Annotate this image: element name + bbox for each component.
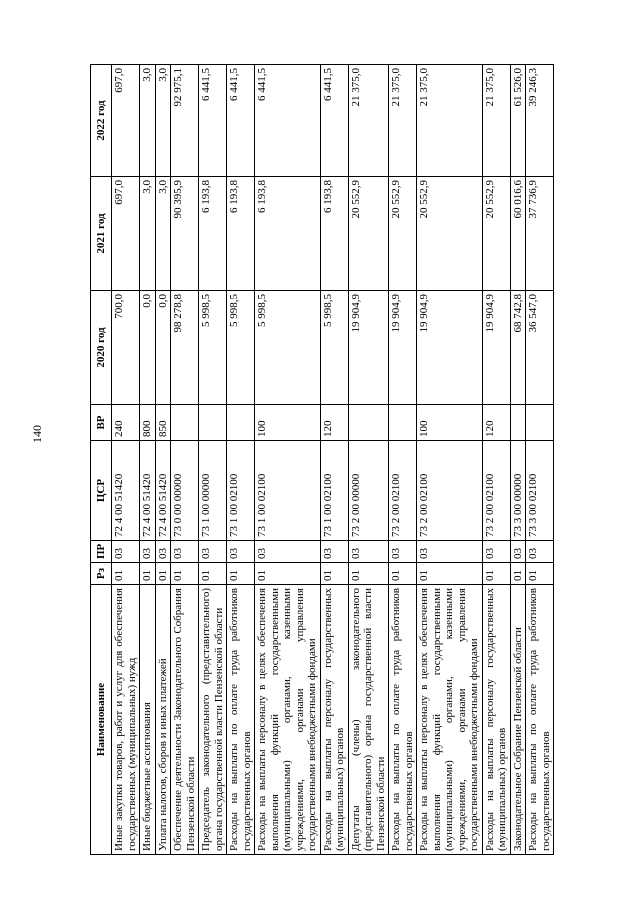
cell-vr xyxy=(227,405,255,441)
cell-2020: 5 998,5 xyxy=(255,291,321,405)
cell-2021: 6 193,8 xyxy=(227,177,255,291)
cell-name: Расходы на выплаты персоналу в целях обеспечения выполнения функций государственными (муниципальными) органами, казенными учреждениями, органами управления государственными внебюджетными фондами xyxy=(417,585,483,855)
cell-pr: 03 xyxy=(171,541,199,563)
header-2022: 2022 год xyxy=(91,65,112,177)
cell-pr: 03 xyxy=(417,541,483,563)
cell-2022: 92 975,1 xyxy=(171,65,199,177)
cell-pr: 03 xyxy=(155,541,171,563)
cell-2020: 68 742,8 xyxy=(510,291,526,405)
header-pr: ПР xyxy=(91,541,112,563)
cell-2022: 3,0 xyxy=(140,65,156,177)
cell-name: Расходы на выплаты по оплате труда работников государственных органов xyxy=(227,585,255,855)
cell-2021: 37 736,9 xyxy=(526,177,554,291)
page-number: 140 xyxy=(30,425,44,443)
cell-2021: 20 552,9 xyxy=(389,177,417,291)
cell-2020: 5 998,5 xyxy=(199,291,227,405)
table-row xyxy=(255,65,321,855)
cell-2020: 0,0 xyxy=(140,291,156,405)
cell-2021: 20 552,9 xyxy=(348,177,389,291)
cell-name: Депутаты (члены) законодательного (представительного) органа государственной власти Пензенской области xyxy=(348,585,389,855)
cell-vr: 120 xyxy=(482,405,510,441)
cell-2022: 21 375,0 xyxy=(348,65,389,177)
cell-name: Обеспечение деятельности Законодательного Собрания Пензенской области xyxy=(171,585,199,855)
table-row xyxy=(155,65,171,855)
cell-rz: 01 xyxy=(526,563,554,585)
cell-2020: 700,0 xyxy=(112,291,140,405)
header-csr: ЦСР xyxy=(91,441,112,541)
cell-rz: 01 xyxy=(255,563,321,585)
header-2020: 2020 год xyxy=(91,291,112,405)
cell-pr: 03 xyxy=(320,541,348,563)
header-2021: 2021 год xyxy=(91,177,112,291)
cell-2022: 697,0 xyxy=(112,65,140,177)
cell-rz: 01 xyxy=(171,563,199,585)
cell-pr: 03 xyxy=(227,541,255,563)
cell-vr: 120 xyxy=(320,405,348,441)
cell-2021: 90 395,9 xyxy=(171,177,199,291)
cell-rz: 01 xyxy=(112,563,140,585)
table-row xyxy=(417,65,483,855)
cell-name: Законодательное Собрание Пензенской области xyxy=(510,585,526,855)
cell-rz: 01 xyxy=(155,563,171,585)
cell-2020: 5 998,5 xyxy=(227,291,255,405)
cell-csr: 73 1 00 02100 xyxy=(255,441,321,541)
table-row xyxy=(348,65,389,855)
cell-pr: 03 xyxy=(348,541,389,563)
cell-2021: 3,0 xyxy=(155,177,171,291)
header-name: Наименование xyxy=(91,585,112,855)
cell-vr xyxy=(389,405,417,441)
cell-vr: 240 xyxy=(112,405,140,441)
cell-vr: 100 xyxy=(255,405,321,441)
cell-vr xyxy=(199,405,227,441)
cell-csr: 73 0 00 00000 xyxy=(171,441,199,541)
table-row xyxy=(320,65,348,855)
table-row xyxy=(389,65,417,855)
cell-2022: 3,0 xyxy=(155,65,171,177)
cell-csr: 73 1 00 00000 xyxy=(199,441,227,541)
cell-name: Расходы на выплаты персоналу государственных (муниципальных) органов xyxy=(482,585,510,855)
cell-2022: 6 441,5 xyxy=(255,65,321,177)
cell-rz: 01 xyxy=(227,563,255,585)
table-row xyxy=(227,65,255,855)
budget-table-container xyxy=(90,65,552,855)
cell-vr xyxy=(526,405,554,441)
cell-2020: 5 998,5 xyxy=(320,291,348,405)
cell-csr: 73 3 00 00000 xyxy=(510,441,526,541)
cell-csr: 73 2 00 02100 xyxy=(389,441,417,541)
cell-2022: 21 375,0 xyxy=(482,65,510,177)
cell-2022: 6 441,5 xyxy=(227,65,255,177)
table-row xyxy=(510,65,526,855)
cell-2021: 6 193,8 xyxy=(199,177,227,291)
cell-2022: 6 441,5 xyxy=(199,65,227,177)
cell-name: Расходы на выплаты по оплате труда работников государственных органов xyxy=(389,585,417,855)
cell-2021: 6 193,8 xyxy=(255,177,321,291)
table-row xyxy=(171,65,199,855)
cell-2020: 19 904,9 xyxy=(348,291,389,405)
cell-csr: 73 2 00 02100 xyxy=(417,441,483,541)
cell-pr: 03 xyxy=(526,541,554,563)
cell-2022: 39 246,3 xyxy=(526,65,554,177)
cell-2020: 19 904,9 xyxy=(482,291,510,405)
cell-csr: 73 1 00 02100 xyxy=(320,441,348,541)
cell-pr: 03 xyxy=(389,541,417,563)
cell-name: Расходы на выплаты персоналу в целях обеспечения выполнения функций государственными (муниципальными) органами, казенными учреждениями, органами управления государственными внебюджетными фондами xyxy=(255,585,321,855)
table-row xyxy=(199,65,227,855)
cell-rz: 01 xyxy=(140,563,156,585)
cell-name: Расходы на выплаты персоналу государственных (муниципальных) органов xyxy=(320,585,348,855)
cell-vr xyxy=(348,405,389,441)
cell-rz: 01 xyxy=(199,563,227,585)
table-row xyxy=(482,65,510,855)
cell-2022: 61 526,0 xyxy=(510,65,526,177)
header-rz: Рз xyxy=(91,563,112,585)
budget-table xyxy=(90,64,554,855)
cell-vr: 850 xyxy=(155,405,171,441)
cell-rz: 01 xyxy=(482,563,510,585)
table-row xyxy=(526,65,554,855)
header-row xyxy=(91,65,112,855)
cell-vr xyxy=(171,405,199,441)
cell-csr: 72 4 00 51420 xyxy=(112,441,140,541)
cell-pr: 03 xyxy=(199,541,227,563)
cell-2021: 20 552,9 xyxy=(417,177,483,291)
cell-2020: 0,0 xyxy=(155,291,171,405)
cell-csr: 72 4 00 51420 xyxy=(140,441,156,541)
cell-pr: 03 xyxy=(140,541,156,563)
cell-csr: 73 2 00 00000 xyxy=(348,441,389,541)
cell-2021: 60 016,6 xyxy=(510,177,526,291)
cell-2020: 19 904,9 xyxy=(389,291,417,405)
cell-2021: 697,0 xyxy=(112,177,140,291)
cell-name: Уплата налогов, сборов и иных платежей xyxy=(155,585,171,855)
table-body xyxy=(112,65,554,855)
table-row xyxy=(112,65,140,855)
cell-rz: 01 xyxy=(348,563,389,585)
cell-name: Расходы на выплаты по оплате труда работников государственных органов xyxy=(526,585,554,855)
cell-vr: 100 xyxy=(417,405,483,441)
cell-pr: 03 xyxy=(482,541,510,563)
cell-csr: 72 4 00 51420 xyxy=(155,441,171,541)
cell-name: Иные бюджетные ассигнования xyxy=(140,585,156,855)
cell-pr: 03 xyxy=(510,541,526,563)
cell-vr xyxy=(510,405,526,441)
cell-name: Председатель законодательного (представительного) органа государственной власти Пензенской области xyxy=(199,585,227,855)
cell-2021: 3,0 xyxy=(140,177,156,291)
cell-2022: 21 375,0 xyxy=(417,65,483,177)
cell-2020: 19 904,9 xyxy=(417,291,483,405)
cell-2022: 6 441,5 xyxy=(320,65,348,177)
cell-csr: 73 2 00 02100 xyxy=(482,441,510,541)
cell-pr: 03 xyxy=(112,541,140,563)
cell-csr: 73 3 00 02100 xyxy=(526,441,554,541)
cell-name: Иные закупки товаров, работ и услуг для обеспечения государственных (муниципальных) нужд xyxy=(112,585,140,855)
cell-pr: 03 xyxy=(255,541,321,563)
cell-2021: 20 552,9 xyxy=(482,177,510,291)
cell-2020: 98 278,8 xyxy=(171,291,199,405)
cell-2020: 36 547,0 xyxy=(526,291,554,405)
cell-rz: 01 xyxy=(389,563,417,585)
cell-rz: 01 xyxy=(320,563,348,585)
cell-rz: 01 xyxy=(417,563,483,585)
cell-2022: 21 375,0 xyxy=(389,65,417,177)
cell-vr: 800 xyxy=(140,405,156,441)
table-row xyxy=(140,65,156,855)
cell-csr: 73 1 00 02100 xyxy=(227,441,255,541)
cell-2021: 6 193,8 xyxy=(320,177,348,291)
header-vr: ВР xyxy=(91,405,112,441)
cell-rz: 01 xyxy=(510,563,526,585)
